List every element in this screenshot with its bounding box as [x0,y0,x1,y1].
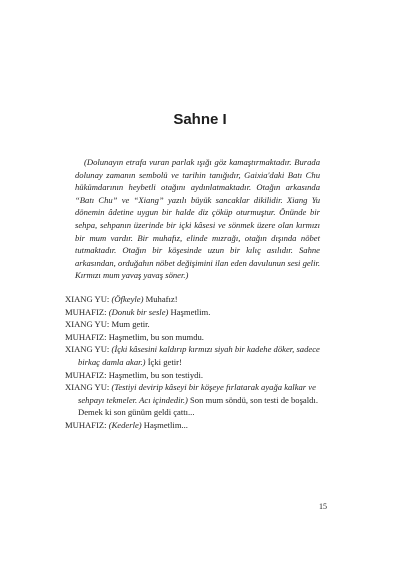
dialogue-line [65,306,335,319]
dialogue-line [65,381,335,419]
dialogue-text: Mum getir. [111,319,150,330]
scene-title: Sahne I [173,111,227,128]
page-number: 15 [319,502,327,511]
speaker-name: MUHAFIZ: [65,419,107,430]
dialogue-line [65,369,335,382]
speaker-name: XIANG YU: [65,382,110,393]
dialogue-text: Son mum söndü, son testi de boşaldı. Demek ki son günüm geldi çattı... [78,394,318,418]
dialogue-block [65,293,335,432]
dialogue-text: Haşmetlim. [168,306,211,317]
acting-direction: (Testiyi devirip kâseyi bir köşeye fırlatarak ayağa kalkar ve sehpayı tekmeler. Acı içindedir.) [78,382,316,405]
dialogue-text: Haşmetlim, bu son testiydi. [108,369,203,380]
speaker-name: MUHAFIZ: [65,369,107,380]
dialogue-line [65,419,335,432]
dialogue-line [65,318,335,331]
speaker-name: XIANG YU: [65,294,110,304]
acting-direction: (Öfkeyle) [111,294,144,304]
dialogue-text: Haşmetlim, bu son mumdu. [108,331,204,342]
speaker-name: XIANG YU: [65,344,110,355]
acting-direction: (Kederle) [108,419,142,430]
dialogue-line [65,331,335,344]
dialogue-text: Haşmetlim... [141,419,188,430]
acting-direction: (Donuk bir sesle) [108,306,169,317]
dialogue-text: İçki getir! [145,356,182,367]
speaker-name: MUHAFIZ: [65,306,107,317]
dialogue-line [65,293,335,306]
dialogue-line [65,343,335,368]
acting-direction: (İçki kâsesini kaldırıp kırmızı siyah bir kadehe döker, sadece birkaç damla akar.) [78,344,320,367]
speaker-name: XIANG YU: [65,319,110,330]
stage-direction: (Dolunayın etrafa vuran parlak ışığı göz kamaştırmaktadır. Burada dolunay zamanın sembolü ve tarihin tanığıdır, Gaixia'daki Batı Chu hükümdarının heybetli otağını aydınlatmaktadır. Otağın arkasında “Batı Chu” ve “Xiang” yazılı büyük sancaklar dikilidir. Xiang Yu dönemin âdetine uygun bir halde diz çöküp oturmuştur. Önünde bir sehpa, sehpanın üzerinde bir içki kâsesi ve sönmek üzere olan kırmızı bir mum vardır. Bir muhafız, elinde mızrağı, otağın dışında nöbet tutmaktadır. Otağın bir köşesinde uzun bir kılıç asılıdır. Sahne arkasından, orduğahın nöbet değişimini ilan eden davulunun sesi gelir. Kırmızı mum yavaş yavaş söner.) [75,157,320,281]
dialogue-text: Muhafız! [143,294,178,304]
speaker-name: MUHAFIZ: [65,331,107,342]
